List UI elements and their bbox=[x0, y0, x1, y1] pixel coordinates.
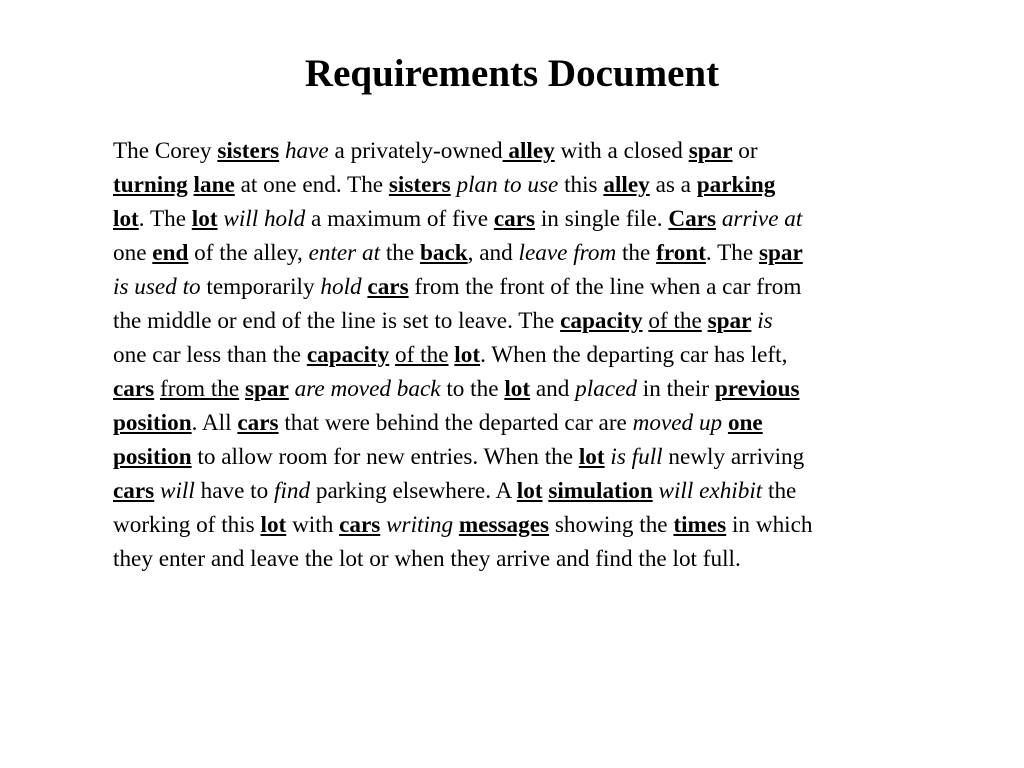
text-run: newly arriving bbox=[662, 444, 805, 470]
keyword: alley bbox=[603, 172, 650, 198]
text-run: parking elsewhere. A bbox=[310, 478, 517, 504]
italic-term: is full bbox=[610, 444, 663, 470]
keyword: front bbox=[656, 240, 706, 266]
text-run: that were behind the departed car are bbox=[278, 410, 633, 436]
text-run: showing the bbox=[549, 512, 674, 538]
text-run: . The bbox=[705, 240, 759, 266]
keyword: sisters bbox=[388, 172, 451, 198]
text-run: in which bbox=[726, 512, 813, 538]
text-run: working of this bbox=[113, 512, 261, 538]
text-run: temporarily bbox=[200, 274, 321, 300]
text-run: in single file. bbox=[535, 206, 669, 232]
keyword: cars bbox=[493, 206, 536, 232]
keyword: spar bbox=[245, 376, 289, 402]
keyword: cars bbox=[339, 512, 381, 538]
text-run: The Corey bbox=[113, 138, 218, 164]
page-title: Requirements Document bbox=[304, 52, 720, 95]
text-run: from the front of the line when a car from bbox=[408, 274, 802, 300]
keyword: cars bbox=[237, 410, 279, 436]
keyword: messages bbox=[458, 512, 550, 538]
keyword: sisters bbox=[217, 138, 280, 164]
keyword: lot bbox=[516, 478, 543, 504]
text-run: as a bbox=[649, 172, 697, 198]
text-line bbox=[113, 542, 975, 576]
keyword: lane bbox=[193, 172, 235, 198]
keyword: simulation bbox=[548, 478, 653, 504]
text-run: one car less than the bbox=[113, 342, 307, 368]
text-line bbox=[113, 338, 975, 372]
keyword: lot bbox=[191, 206, 218, 232]
text-run: . The bbox=[138, 206, 192, 232]
italic-term: hold bbox=[320, 274, 362, 300]
text-run: the bbox=[762, 478, 797, 504]
italic-term: is bbox=[757, 308, 773, 334]
text-run: the middle or end of the line is set to leave. The bbox=[113, 308, 561, 334]
keyword: capacity bbox=[306, 342, 390, 368]
italic-term: leave from bbox=[518, 240, 617, 266]
keyword: cars bbox=[113, 478, 155, 504]
text-run: a maximum of five bbox=[305, 206, 494, 232]
italic-term: enter at bbox=[308, 240, 381, 266]
text-line bbox=[113, 134, 975, 168]
keyword: lot bbox=[260, 512, 287, 538]
keyword: capacity bbox=[560, 308, 643, 334]
italic-term: are moved back bbox=[294, 376, 441, 402]
italic-term: have bbox=[284, 138, 329, 164]
italic-term: find bbox=[274, 478, 311, 504]
text-run: to the bbox=[440, 376, 505, 402]
text-run: . All bbox=[191, 410, 238, 436]
text-run: the bbox=[380, 240, 420, 266]
italic-term: moved up bbox=[632, 410, 723, 436]
text-run: and bbox=[530, 376, 576, 402]
text-line bbox=[113, 236, 975, 270]
text-run: at one end. The bbox=[234, 172, 389, 198]
keyword: lot bbox=[113, 206, 139, 232]
keyword: one bbox=[727, 410, 763, 436]
italic-term: placed bbox=[575, 376, 637, 402]
text-run: of the alley, bbox=[188, 240, 309, 266]
text-run: they enter and leave the lot or when they arrive and find the lot full. bbox=[113, 546, 741, 572]
text-line bbox=[113, 168, 975, 202]
keyword: position bbox=[113, 410, 192, 436]
keyword: position bbox=[113, 444, 192, 470]
text-run: or bbox=[732, 138, 758, 164]
body-paragraph bbox=[113, 134, 975, 576]
underlined-phrase: of the bbox=[395, 342, 449, 368]
keyword: spar bbox=[758, 240, 803, 266]
italic-term: plan to use bbox=[456, 172, 559, 198]
text-line bbox=[113, 304, 975, 338]
keyword: parking bbox=[696, 172, 776, 198]
text-line bbox=[113, 440, 975, 474]
keyword: spar bbox=[707, 308, 752, 334]
italic-term: arrive at bbox=[721, 206, 803, 232]
keyword: turning bbox=[113, 172, 188, 198]
text-run: in their bbox=[636, 376, 715, 402]
keyword: end bbox=[152, 240, 189, 266]
text-run: this bbox=[558, 172, 604, 198]
keyword: lot bbox=[504, 376, 531, 402]
keyword: alley bbox=[502, 138, 555, 164]
italic-term: will exhibit bbox=[658, 478, 763, 504]
text-run: , and bbox=[467, 240, 519, 266]
text-run: a privately-owned bbox=[328, 138, 503, 164]
keyword: cars bbox=[367, 274, 409, 300]
text-run: . When the departing car has left, bbox=[480, 342, 788, 368]
italic-term: is used to bbox=[113, 274, 201, 300]
text-run: the bbox=[616, 240, 657, 266]
text-line bbox=[113, 372, 975, 406]
keyword: spar bbox=[688, 138, 733, 164]
text-run: one bbox=[113, 240, 153, 266]
underlined-phrase: of the bbox=[648, 308, 702, 334]
text-run: with a closed bbox=[554, 138, 689, 164]
text-run: have to bbox=[194, 478, 274, 504]
keyword: lot bbox=[454, 342, 481, 368]
text-line bbox=[113, 270, 975, 304]
italic-term: writing bbox=[386, 512, 454, 538]
text-line bbox=[113, 474, 975, 508]
text-line bbox=[113, 202, 975, 236]
text-line bbox=[113, 508, 975, 542]
keyword: back bbox=[419, 240, 468, 266]
italic-term: will bbox=[160, 478, 195, 504]
text-line bbox=[113, 406, 975, 440]
keyword: Cars bbox=[668, 206, 717, 232]
text-run: to allow room for new entries. When the bbox=[191, 444, 579, 470]
keyword: lot bbox=[578, 444, 605, 470]
keyword: cars bbox=[113, 376, 155, 402]
italic-term: will hold bbox=[223, 206, 306, 232]
text-run: with bbox=[286, 512, 340, 538]
underlined-phrase: from the bbox=[160, 376, 240, 402]
keyword: previous bbox=[714, 376, 800, 402]
keyword: times bbox=[673, 512, 727, 538]
